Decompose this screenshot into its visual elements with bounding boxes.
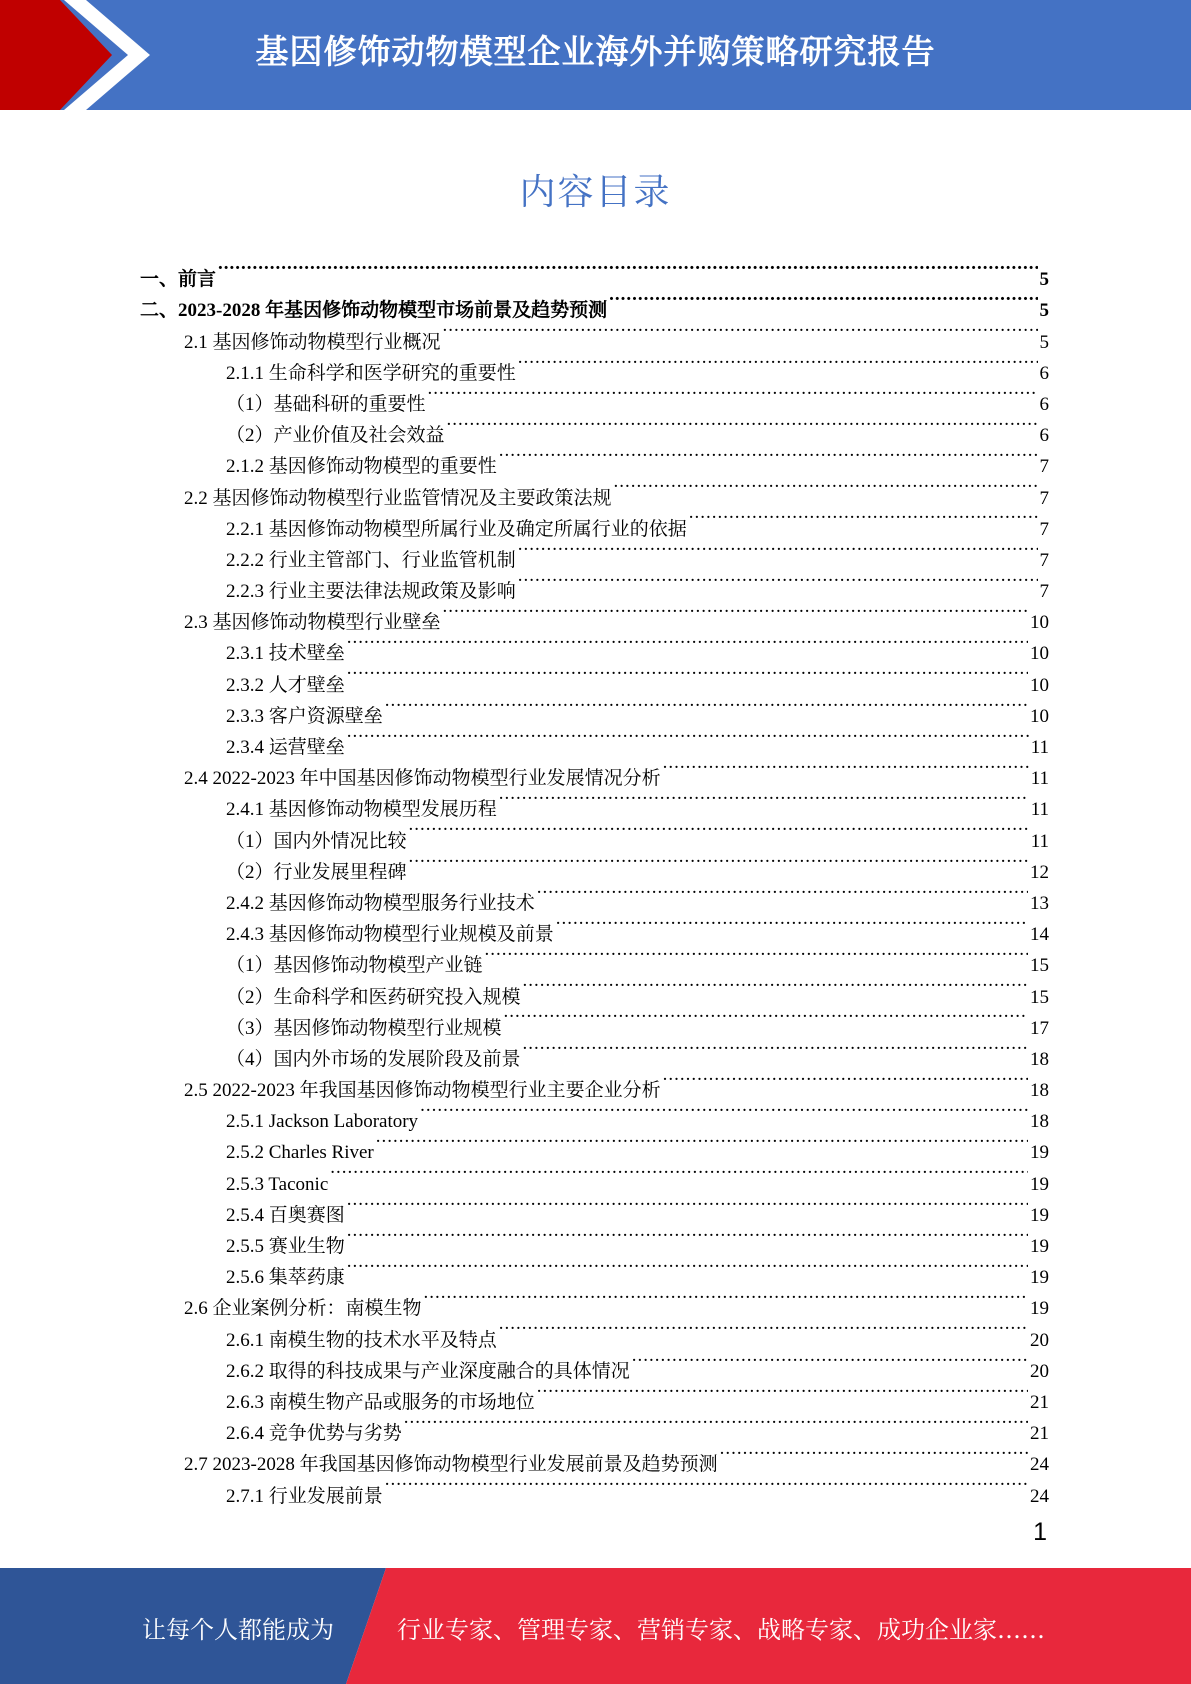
toc-leader-dots (347, 1252, 1028, 1283)
toc-entry-page: 15 (1030, 986, 1049, 1008)
toc-entry-page: 18 (1030, 1111, 1049, 1133)
toc-leader-dots (443, 316, 1038, 347)
toc-entry-label: 2.6.4 竞争优势与劣势 (226, 1423, 402, 1445)
toc-leader-dots (347, 628, 1028, 659)
footer-banner (0, 1568, 1191, 1684)
toc-entry-label: 2.5 2022-2023 年我国基因修饰动物模型行业主要企业分析 (184, 1080, 661, 1102)
toc-leader-dots (663, 753, 1029, 784)
toc-leader-dots (504, 1003, 1028, 1034)
toc-entry-page: 7 (1039, 456, 1049, 478)
toc-leader-dots (428, 379, 1038, 410)
toc-entry-page: 20 (1030, 1360, 1049, 1382)
toc-entry-label: 2.6.2 取得的科技成果与产业深度融合的具体情况 (226, 1360, 630, 1382)
toc-entry-page: 19 (1030, 1298, 1049, 1320)
toc-entry-label: （2）产业价值及社会效益 (226, 425, 445, 447)
toc-entry-page: 10 (1030, 674, 1049, 696)
toc-entry-label: 2.3 基因修饰动物模型行业壁垒 (184, 612, 441, 634)
toc-entry-page: 5 (1039, 269, 1049, 291)
toc-entry-label: 2.4.1 基因修饰动物模型发展历程 (226, 799, 497, 821)
toc-leader-dots (499, 784, 1029, 815)
toc-entry-label: 2.4 2022-2023 年中国基因修饰动物模型行业发展情况分析 (184, 768, 661, 790)
toc-entry-label: 2.5.5 赛业生物 (226, 1236, 345, 1257)
report-title: 基因修饰动物模型企业海外并购策略研究报告 (255, 32, 936, 71)
toc-leader-dots (689, 504, 1038, 535)
toc-entry-page: 14 (1030, 924, 1049, 946)
toc-entry[interactable] (140, 254, 1049, 291)
toc-entry-page: 7 (1039, 549, 1049, 571)
toc-leader-dots (385, 1470, 1028, 1501)
toc-entry-page: 19 (1030, 1173, 1049, 1195)
page-number: 1 (1033, 1518, 1047, 1546)
toc-entry-page: 21 (1030, 1391, 1049, 1413)
toc-entry-label: 2.7 2023-2028 年我国基因修饰动物模型行业发展前景及趋势预测 (184, 1454, 718, 1476)
toc-entry-label: 一、前言 (140, 269, 217, 291)
toc-entry-label: 2.3.1 技术壁垒 (226, 643, 345, 665)
toc-leader-dots (443, 597, 1028, 628)
toc-leader-dots (523, 1034, 1028, 1065)
toc-entry-page: 11 (1030, 737, 1049, 758)
toc-leader-dots (347, 1190, 1028, 1221)
toc-entry-label: （1）基础科研的重要性 (226, 393, 426, 415)
toc-entry-label: 2.1.1 生命科学和医学研究的重要性 (226, 362, 516, 384)
toc-entry-page: 7 (1039, 487, 1049, 509)
toc-entry-label: （1）基因修饰动物模型产业链 (226, 955, 483, 977)
toc-entry-page: 21 (1030, 1423, 1049, 1445)
toc-entry-label: 2.6.1 南模生物的技术水平及特点 (226, 1329, 497, 1351)
toc-entry-page: 5 (1039, 331, 1049, 353)
toc-entry-label: 2.5.3 Taconic (226, 1173, 329, 1195)
toc-entry-page: 13 (1030, 892, 1049, 914)
toc-entry-page: 19 (1030, 1204, 1049, 1226)
toc-leader-dots (537, 1377, 1028, 1408)
toc-entry-page: 6 (1039, 362, 1049, 384)
toc-entry-label: 2.5.1 Jackson Laboratory (226, 1111, 419, 1133)
toc-leader-dots (330, 1158, 1028, 1189)
toc-leader-dots (663, 1065, 1028, 1096)
toc-leader-dots (499, 441, 1038, 472)
toc-entry-label: 2.5.4 百奥赛图 (226, 1204, 345, 1226)
toc-entry-page: 12 (1030, 861, 1049, 883)
toc-entry-label: 2.5.2 Charles River (226, 1142, 374, 1164)
toc-entry-page: 7 (1039, 518, 1049, 540)
toc-entry-label: 2.2 基因修饰动物模型行业监管情况及主要政策法规 (184, 487, 612, 509)
header-banner (0, 0, 1191, 110)
toc-leader-dots (409, 847, 1028, 878)
toc-entry-page: 15 (1030, 955, 1049, 977)
toc-entry-page: 6 (1039, 425, 1049, 447)
toc-leader-dots (485, 940, 1028, 971)
toc-leader-dots (518, 566, 1038, 597)
toc-leader-dots (720, 1439, 1028, 1470)
toc-leader-dots (424, 1283, 1028, 1314)
toc-leader-dots (632, 1346, 1028, 1377)
toc-entry-page: 10 (1030, 612, 1049, 634)
chevron-arrow-icon (0, 0, 160, 110)
toc-entry-label: 2.2.2 行业主管部门、行业监管机制 (226, 549, 516, 571)
toc-entry-label: （3）基因修饰动物模型行业规模 (226, 1017, 502, 1039)
toc-entry-label: 2.7.1 行业发展前景 (226, 1485, 383, 1507)
toc-entry-label: 2.1.2 基因修饰动物模型的重要性 (226, 456, 497, 478)
toc-entry-page: 20 (1030, 1329, 1049, 1351)
toc-entry-label: （1）国内外情况比较 (226, 830, 407, 852)
toc-entry-label: 2.4.3 基因修饰动物模型行业规模及前景 (226, 924, 554, 946)
toc-leader-dots (420, 1096, 1028, 1127)
toc-entry-label: （2）行业发展里程碑 (226, 861, 407, 883)
toc-heading: 内容目录 (519, 172, 672, 213)
toc-entry-label: 二、2023-2028 年基因修饰动物模型市场前景及趋势预测 (140, 300, 608, 322)
toc-leader-dots (518, 348, 1038, 379)
footer-slogan-right: 行业专家、管理专家、营销专家、战略专家、成功企业家…… (397, 1616, 1045, 1644)
toc-entry-label: 2.6 企业案例分析：南模生物 (184, 1298, 422, 1320)
toc-entry-label: 2.2.3 行业主要法律法规政策及影响 (226, 581, 516, 603)
toc-leader-dots (218, 254, 1037, 285)
toc-leader-dots (499, 1314, 1028, 1345)
toc-entry-label: 2.3.4 运营壁垒 (226, 737, 345, 758)
toc-leader-dots (614, 472, 1038, 503)
toc-entry-page: 10 (1030, 643, 1049, 665)
toc-leader-dots (347, 722, 1029, 753)
toc-entry-page: 7 (1039, 581, 1049, 603)
toc-entry-page: 11 (1030, 799, 1049, 821)
footer-slogan-left: 让每个人都能成为 (142, 1616, 334, 1644)
toc-entry-label: 2.4.2 基因修饰动物模型服务行业技术 (226, 892, 535, 914)
toc-entry-page: 10 (1030, 705, 1049, 727)
toc-entry-label: 2.1 基因修饰动物模型行业概况 (184, 331, 441, 353)
toc-entry-page: 17 (1030, 1017, 1049, 1039)
table-of-contents (140, 254, 1049, 1507)
toc-leader-dots (518, 535, 1038, 566)
toc-leader-dots (409, 815, 1029, 846)
toc-entry-page: 24 (1030, 1454, 1049, 1476)
toc-entry-page: 19 (1030, 1267, 1049, 1289)
toc-leader-dots (447, 410, 1038, 441)
toc-entry-label: 2.3.2 人才壁垒 (226, 674, 345, 696)
toc-entry-page: 11 (1030, 830, 1049, 852)
toc-entry-label: 2.2.1 基因修饰动物模型所属行业及确定所属行业的依据 (226, 518, 687, 540)
toc-leader-dots (556, 909, 1028, 940)
toc-leader-dots (347, 1221, 1028, 1252)
toc-entry-page: 18 (1030, 1080, 1049, 1102)
toc-leader-dots (523, 971, 1028, 1002)
toc-entry-page: 11 (1030, 768, 1049, 790)
toc-leader-dots (609, 285, 1037, 316)
toc-leader-dots (347, 659, 1028, 690)
toc-entry-label: （2）生命科学和医药研究投入规模 (226, 986, 521, 1008)
toc-entry-page: 6 (1039, 393, 1049, 415)
toc-entry-label: （4）国内外市场的发展阶段及前景 (226, 1048, 521, 1070)
toc-entry-page: 19 (1030, 1142, 1049, 1164)
toc-entry-page: 18 (1030, 1048, 1049, 1070)
toc-leader-dots (404, 1408, 1028, 1439)
toc-leader-dots (385, 691, 1028, 722)
toc-entry-label: 2.3.3 客户资源壁垒 (226, 705, 383, 727)
toc-leader-dots (376, 1127, 1028, 1158)
toc-entry-page: 24 (1030, 1485, 1049, 1507)
toc-entry-label: 2.6.3 南模生物产品或服务的市场地位 (226, 1391, 535, 1413)
toc-entry-page: 5 (1039, 300, 1049, 322)
toc-entry-label: 2.5.6 集萃药康 (226, 1267, 345, 1289)
toc-entry[interactable] (140, 285, 1049, 322)
toc-entry-page: 19 (1030, 1236, 1049, 1257)
toc-leader-dots (537, 878, 1028, 909)
